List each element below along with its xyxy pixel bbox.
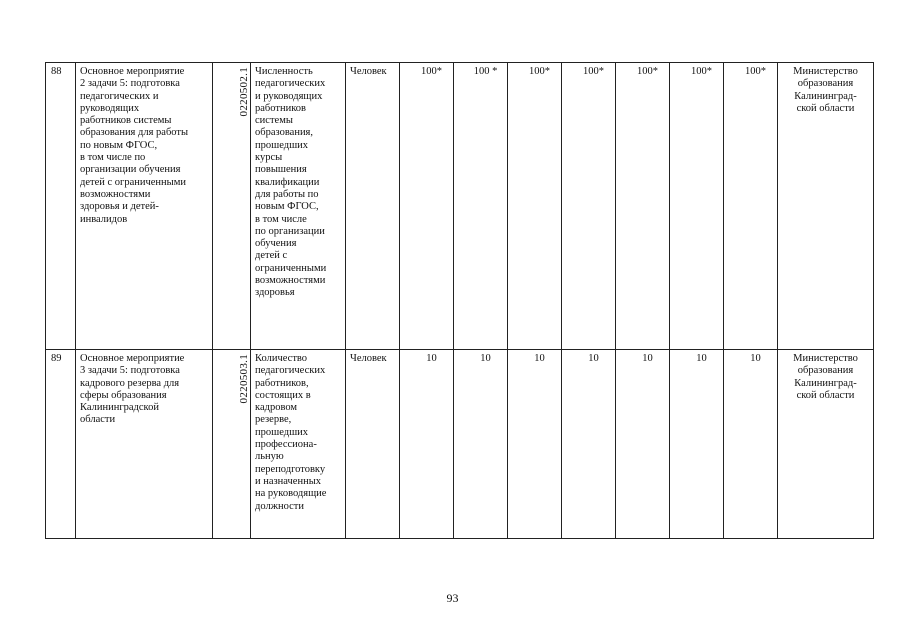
table-row	[46, 63, 874, 350]
year-value: 10	[588, 353, 599, 364]
year-value: 10	[642, 353, 653, 364]
program-table	[45, 62, 874, 539]
year-value-cell	[454, 350, 508, 539]
year-value: 100*	[421, 66, 442, 77]
year-value-cell	[400, 63, 454, 350]
year-value-cell	[508, 350, 562, 539]
year-value: 100*	[637, 66, 658, 77]
year-value: 100 *	[473, 66, 498, 77]
year-value: 10	[696, 353, 707, 364]
indicator-cell: Численность педагогических и руководящих работников системы образования, прошедших курсы повышения квалификации для работы по новым ФГОС, в том числе по организации обучения детей с ограниченными возможностями здоровья	[251, 63, 346, 350]
year-value-cell	[508, 63, 562, 350]
unit-cell: Человек	[346, 350, 400, 539]
year-value-cell	[562, 63, 616, 350]
year-value-cell	[400, 350, 454, 539]
budget-code: 0220502.1	[237, 67, 250, 117]
year-value-cell	[724, 350, 778, 539]
year-value: 10	[480, 353, 491, 364]
year-value-cell	[616, 350, 670, 539]
year-value: 10	[426, 353, 437, 364]
year-value-cell	[670, 350, 724, 539]
responsible-cell: Министерство образования Калининград- ской области	[778, 63, 874, 350]
year-value-cell	[562, 350, 616, 539]
responsible-cell: Министерство образования Калининград- ской области	[778, 350, 874, 539]
year-value-cell	[670, 63, 724, 350]
budget-code: 0220503.1	[237, 354, 250, 404]
year-value: 10	[750, 353, 761, 364]
activity-cell: Основное мероприятие 2 задачи 5: подготовка педагогических и руководящих работников системы образования для работы по новым ФГОС, в том числе по организации обучения детей с ограниченными возможностями здоровья и детей- инвалидов	[76, 63, 213, 350]
year-value: 100*	[583, 66, 604, 77]
year-value: 100*	[691, 66, 712, 77]
code-cell	[213, 350, 251, 539]
year-value: 100*	[529, 66, 550, 77]
unit-cell: Человек	[346, 63, 400, 350]
row-number: 89	[46, 350, 76, 539]
table-body	[46, 63, 874, 539]
year-value-cell	[724, 63, 778, 350]
year-value-cell	[454, 63, 508, 350]
year-value-cell	[616, 63, 670, 350]
year-value: 100*	[745, 66, 766, 77]
row-number: 88	[46, 63, 76, 350]
activity-cell: Основное мероприятие 3 задачи 5: подготовка кадрового резерва для сферы образования Калининградской области	[76, 350, 213, 539]
year-value: 10	[534, 353, 545, 364]
indicator-cell: Количество педагогических работников, состоящих в кадровом резерве, прошедших профессиона- льную переподготовку и назначенных на руководящие должности	[251, 350, 346, 539]
page-number: 93	[446, 591, 459, 605]
table-row	[46, 350, 874, 539]
code-cell	[213, 63, 251, 350]
